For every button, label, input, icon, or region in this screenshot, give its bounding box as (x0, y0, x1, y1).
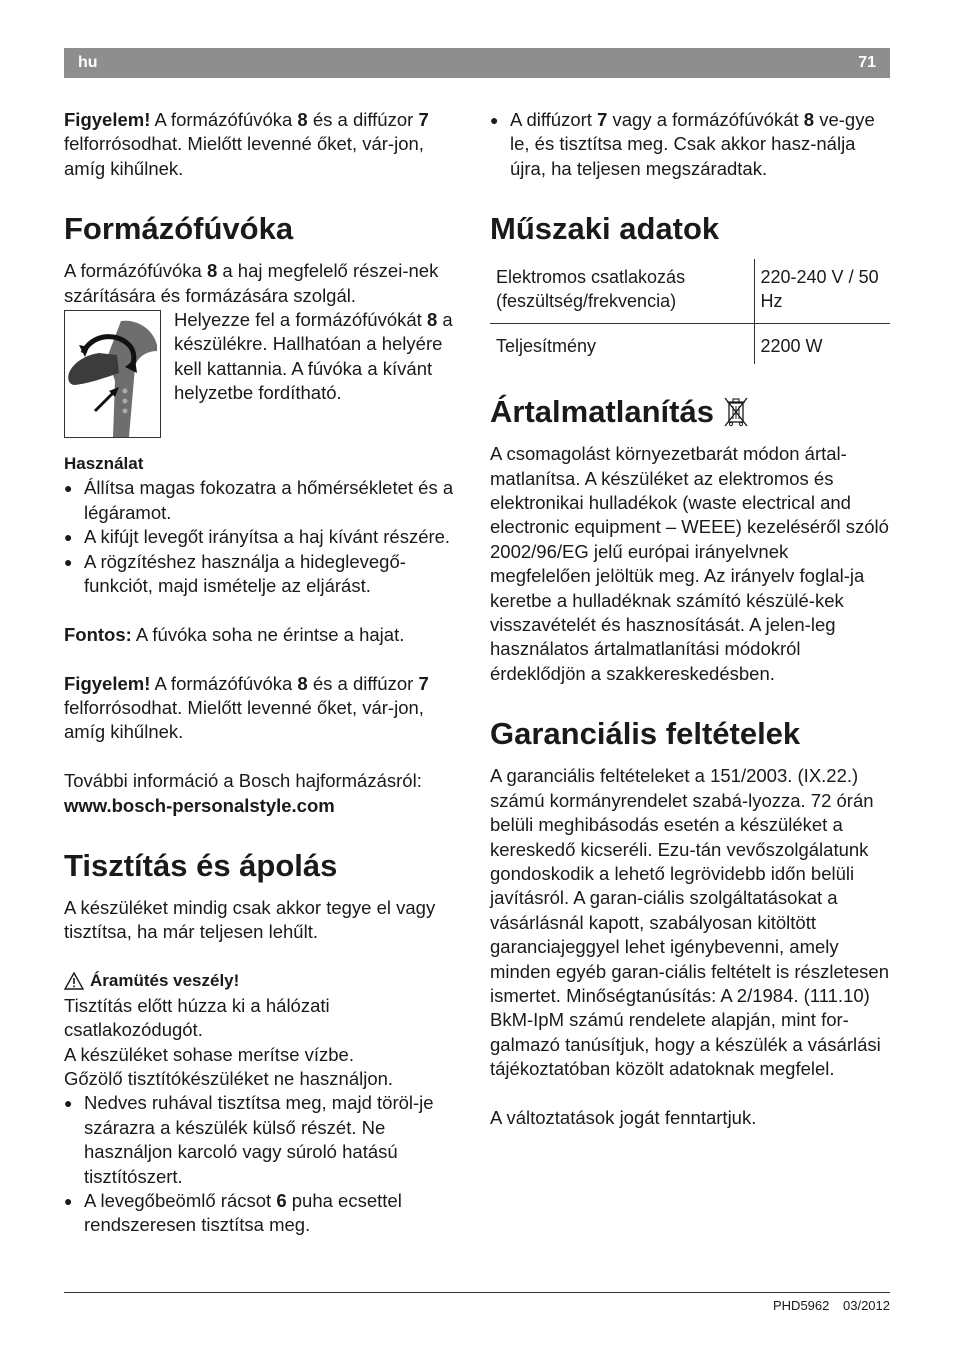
section-title-warranty: Garanciális feltételek (490, 716, 801, 752)
text-run: Helyezze fel a formázófúvókát (174, 309, 427, 331)
important-lead: Fontos: (64, 623, 132, 645)
warning-lead: Figyelem! (64, 672, 151, 694)
part-number: 8 (803, 109, 815, 130)
danger-line: Tisztítás előtt húzza ki a hálózati csatlakozódugót. (64, 994, 330, 1041)
page-number: 71 (858, 54, 876, 71)
table-row (490, 259, 890, 324)
list-item: ● A rögzítéshez használja a hideglevegő-funkciót, majd ismételje az eljárást. (64, 550, 464, 599)
text-run: és a diffúzor (307, 109, 419, 130)
table-cell-key: Elektromos csatlakozás (feszültség/frekvencia) (490, 259, 754, 324)
text-run: A formázófúvóka (150, 109, 298, 130)
text-run: felforrósodhat. Mielőtt levenné őket, vár-jon, amíg kihűlnek. (64, 697, 424, 743)
hair-dryer-icon (65, 311, 160, 437)
table-cell-value: 2200 W (760, 336, 823, 357)
section-title-formazofuvoka: Formázófúvóka (64, 211, 294, 247)
table-row (490, 324, 890, 365)
cleaning-intro: A készüléket mindig csak akkor tegye el vagy tisztítsa, ha már teljesen lehűlt. (64, 897, 436, 943)
part-number: 8 (297, 672, 308, 694)
table-cell-key: Teljesítmény (490, 324, 754, 365)
part-number: 6 (276, 1189, 287, 1211)
technical-data-table (490, 259, 890, 364)
text-run: vagy a formázófúvókát (607, 109, 804, 130)
important-note (64, 623, 464, 647)
section-title-cleaning: Tisztítás és ápolás (64, 848, 338, 884)
part-number: 8 (297, 109, 308, 130)
part-number: 7 (597, 109, 608, 130)
section-title-disposal: Ártalmatlanítás (490, 394, 714, 430)
danger-line: A készüléket sohase merítse vízbe. (64, 1043, 354, 1065)
website-link-text[interactable]: www.bosch-personalstyle.com (64, 794, 335, 816)
left-column (64, 108, 464, 1238)
disposal-text: A csomagolást környezetbarát módon ártal-matlanítsa. A készüléket az elektromos és elektronikai hulladékok (waste electrical and electronic equipment – WEEE) kezeléséről szóló 2002/96/EG jelű európai irányelvnek megfelelően jelöltük meg. Az irányelv foglal-ja keretbe a hulladéknak számító készülé-kek visszavételét és hasznosítását. A jelen-leg használatos ártalmatlanítási módokról érdeklődjön a szakkereskedésben. (490, 443, 889, 684)
list-item (490, 108, 890, 181)
text-run: A levegőbeömlő rácsot (84, 1189, 277, 1211)
rights-reserved: A változtatások jogát fenntartjuk. (490, 1106, 757, 1128)
text-run: a haj megfelelő részei-nek szárítására és formázására szolgál. (64, 260, 439, 306)
language-code: hu (78, 54, 98, 71)
section-title-technical-data: Műszaki adatok (490, 211, 720, 247)
text-run: és a diffúzor (307, 672, 419, 694)
part-number: 7 (418, 672, 429, 694)
warning-triangle-icon (64, 972, 84, 990)
list-item (64, 1189, 464, 1238)
edition-date: 03/2012 (843, 1298, 890, 1313)
nozzle-attach-text (174, 308, 464, 406)
text-run: A formázófúvóka (64, 260, 207, 282)
part-number: 8 (206, 260, 218, 282)
danger-heading-row (64, 969, 464, 993)
part-number: 7 (418, 109, 429, 130)
list-item: ● A kifújt levegőt irányítsa a haj kívánt részére. (64, 525, 464, 549)
hair-dryer-nozzle-figure (64, 310, 161, 438)
diffuser-list (490, 108, 890, 181)
text-run: A diffúzort (510, 109, 598, 130)
nozzle-intro (64, 259, 464, 308)
danger-line: Gőzölő tisztítókészüléket ne használjon. (64, 1067, 394, 1089)
info-text: További információ a Bosch hajformázásról: (64, 770, 422, 792)
text-run: A formázófúvóka (150, 672, 298, 694)
page-header-bar (64, 48, 890, 78)
nozzle-figure-block (64, 308, 464, 438)
usage-list (64, 476, 464, 598)
model-number: PHD5962 (773, 1298, 830, 1313)
warning-paragraph-1 (64, 108, 464, 181)
page-footer (773, 1298, 890, 1313)
crossed-bin-icon (724, 396, 748, 428)
text-run: A fúvóka soha ne érintse a hajat. (131, 623, 405, 645)
right-column (490, 108, 890, 1130)
warning-lead: Figyelem! (64, 109, 151, 130)
cleaning-list (64, 1091, 464, 1237)
text-run: a készülékre. Hallhatóan a helyére kell kattannia. A fúvóka a kívánt helyzetbe fordítható. (174, 309, 453, 404)
table-cell-value: 220-240 V / 50 Hz (754, 259, 890, 324)
warning-paragraph-2 (64, 672, 464, 745)
warranty-text: A garanciális feltételeket a 151/2003. (IX.22.) számú kormányrendelet szabá-lyozza. 72 órán belüli meghibásodás esetén a készüléket a kereskedő kicseréli. Ezu-tán vevőszolgálatunk gondoskodik a lehető legrövidebb időn belüli javításról. A garan-ciális szolgáltatásokat a vásárlásnál kapott, szabályosan kitöltött garanciajeggyel lehet igénybevenni, amely minden egyéb garan-ciális feltételt is részletesen ismertet. Minőségtanúsítás: A 2/1984. (111.10) BkM-IpM számú rendelete alapján, mint for-galmazó tanúsítjuk, hogy a készülék a vásárlási tájékoztatóban közölt adatoknak megfelel. (490, 765, 889, 1080)
list-item: ● Nedves ruhával tisztítsa meg, majd töröl-je szárazra a készülék külső részét. Ne használjon karcoló vagy súroló hatású tisztítószert. (64, 1091, 464, 1189)
text-run: ve-gye le, és tisztítsa meg. Csak akkor hasz-nálja újra, ha teljesen megszáradtak. (510, 109, 875, 179)
text-run: felforrósodhat. Mielőtt levenné őket, vár-jon, amíg kihűlnek. (64, 133, 424, 179)
section-title-disposal-row (490, 394, 890, 430)
usage-heading: Használat (64, 454, 144, 474)
part-number: 8 (426, 309, 438, 331)
website-link[interactable] (64, 794, 464, 818)
text-run: puha ecsettel rendszeresen tisztítsa meg. (84, 1189, 402, 1236)
footer-divider (64, 1292, 890, 1293)
list-item: ● Állítsa magas fokozatra a hőmérsékletet és a légáramot. (64, 476, 464, 525)
danger-heading: Áramütés veszély! (90, 971, 240, 991)
